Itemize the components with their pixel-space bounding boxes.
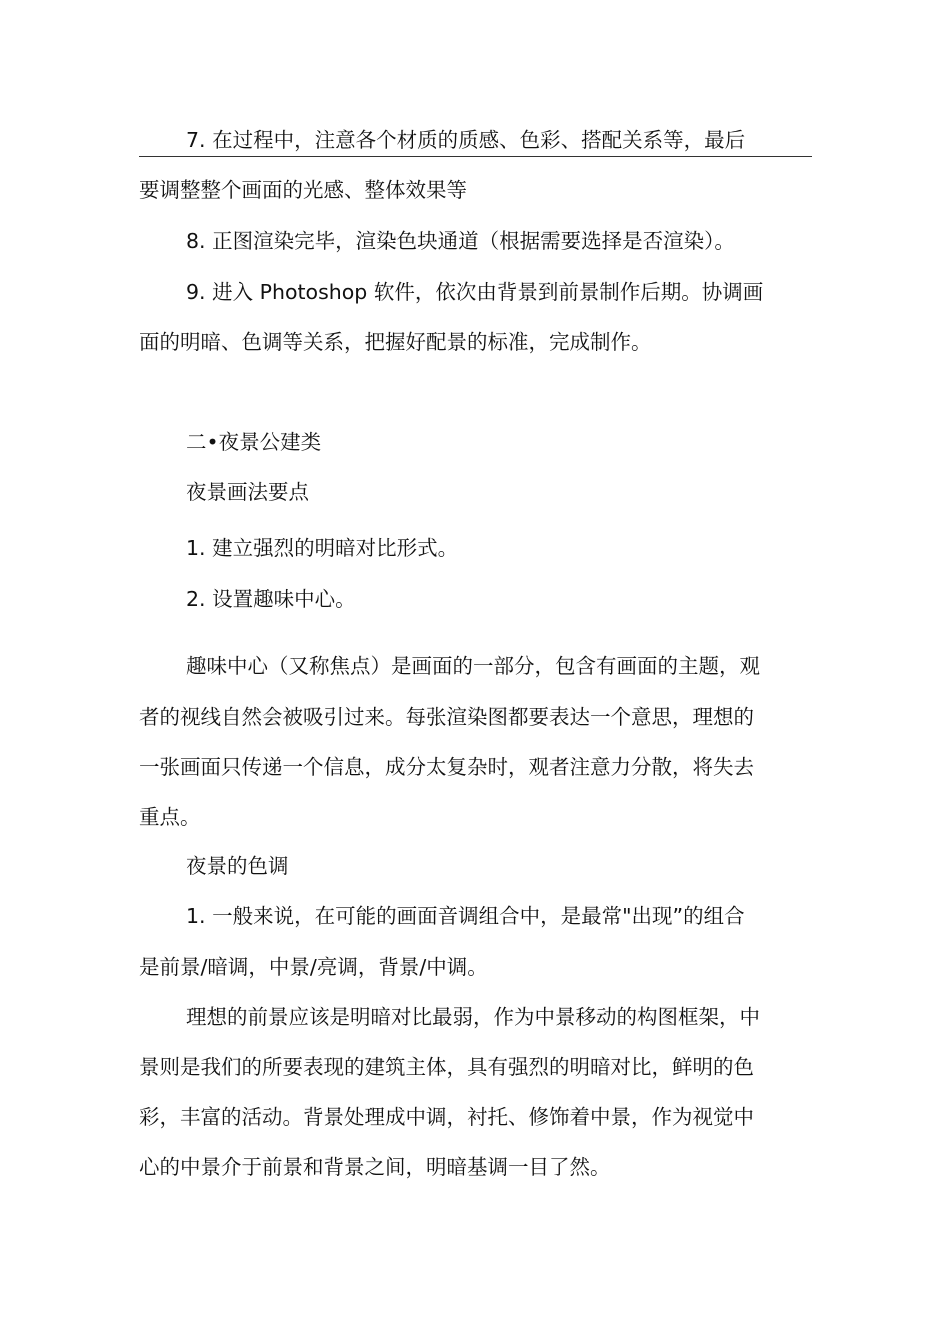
ideal-paragraph-line-2: 景则是我们的所要表现的建筑主体，具有强烈的明暗对比，鲜明的色 (139, 1055, 754, 1079)
focus-paragraph-line-4: 重点。 (139, 805, 201, 829)
paragraph-9-line-2: 面的明暗、色调等关系，把握好配景的标准，完成制作。 (139, 330, 652, 354)
section-title: 二•夜景公建类 (186, 430, 322, 454)
ideal-paragraph-line-3: 彩，丰富的活动。背景处理成中调，衬托、修饰着中景，作为视觉中 (139, 1105, 754, 1129)
focus-paragraph-line-1: 趣味中心（又称焦点）是画面的一部分，包含有画面的主题，观 (186, 654, 760, 678)
subtitle-night-painting-points: 夜景画法要点 (186, 480, 309, 504)
paragraph-8: 8. 正图渲染完毕，渲染色块通道（根据需要选择是否渲染）。 (186, 229, 735, 253)
list-item-2: 2. 设置趣味中心。 (186, 587, 356, 611)
subtitle-night-tone: 夜景的色调 (186, 854, 289, 878)
focus-paragraph-line-3: 一张画面只传递一个信息，成分太复杂时，观者注意力分散，将失去 (139, 755, 754, 779)
paragraph-7-line-2: 要调整整个画面的光感、整体效果等 (139, 178, 467, 202)
focus-paragraph-line-2: 者的视线自然会被吸引过来。每张渲染图都要表达一个意思，理想的 (139, 705, 754, 729)
horizontal-rule (139, 156, 812, 157)
tone-paragraph-line-1: 1. 一般来说，在可能的画面音调组合中，是最常"出现”的组合 (186, 904, 745, 928)
paragraph-7-line-1: 7. 在过程中，注意各个材质的质感、色彩、搭配关系等，最后 (186, 128, 746, 152)
tone-paragraph-line-2: 是前景/暗调，中景/亮调，背景/中调。 (139, 955, 488, 979)
list-item-1: 1. 建立强烈的明暗对比形式。 (186, 536, 459, 560)
paragraph-9-line-1: 9. 进入 Photoshop 软件，依次由背景到前景制作后期。协调画 (186, 280, 764, 304)
ideal-paragraph-line-1: 理想的前景应该是明暗对比最弱，作为中景移动的构图框架，中 (186, 1005, 760, 1029)
ideal-paragraph-line-4: 心的中景介于前景和背景之间，明暗基调一目了然。 (139, 1155, 611, 1179)
